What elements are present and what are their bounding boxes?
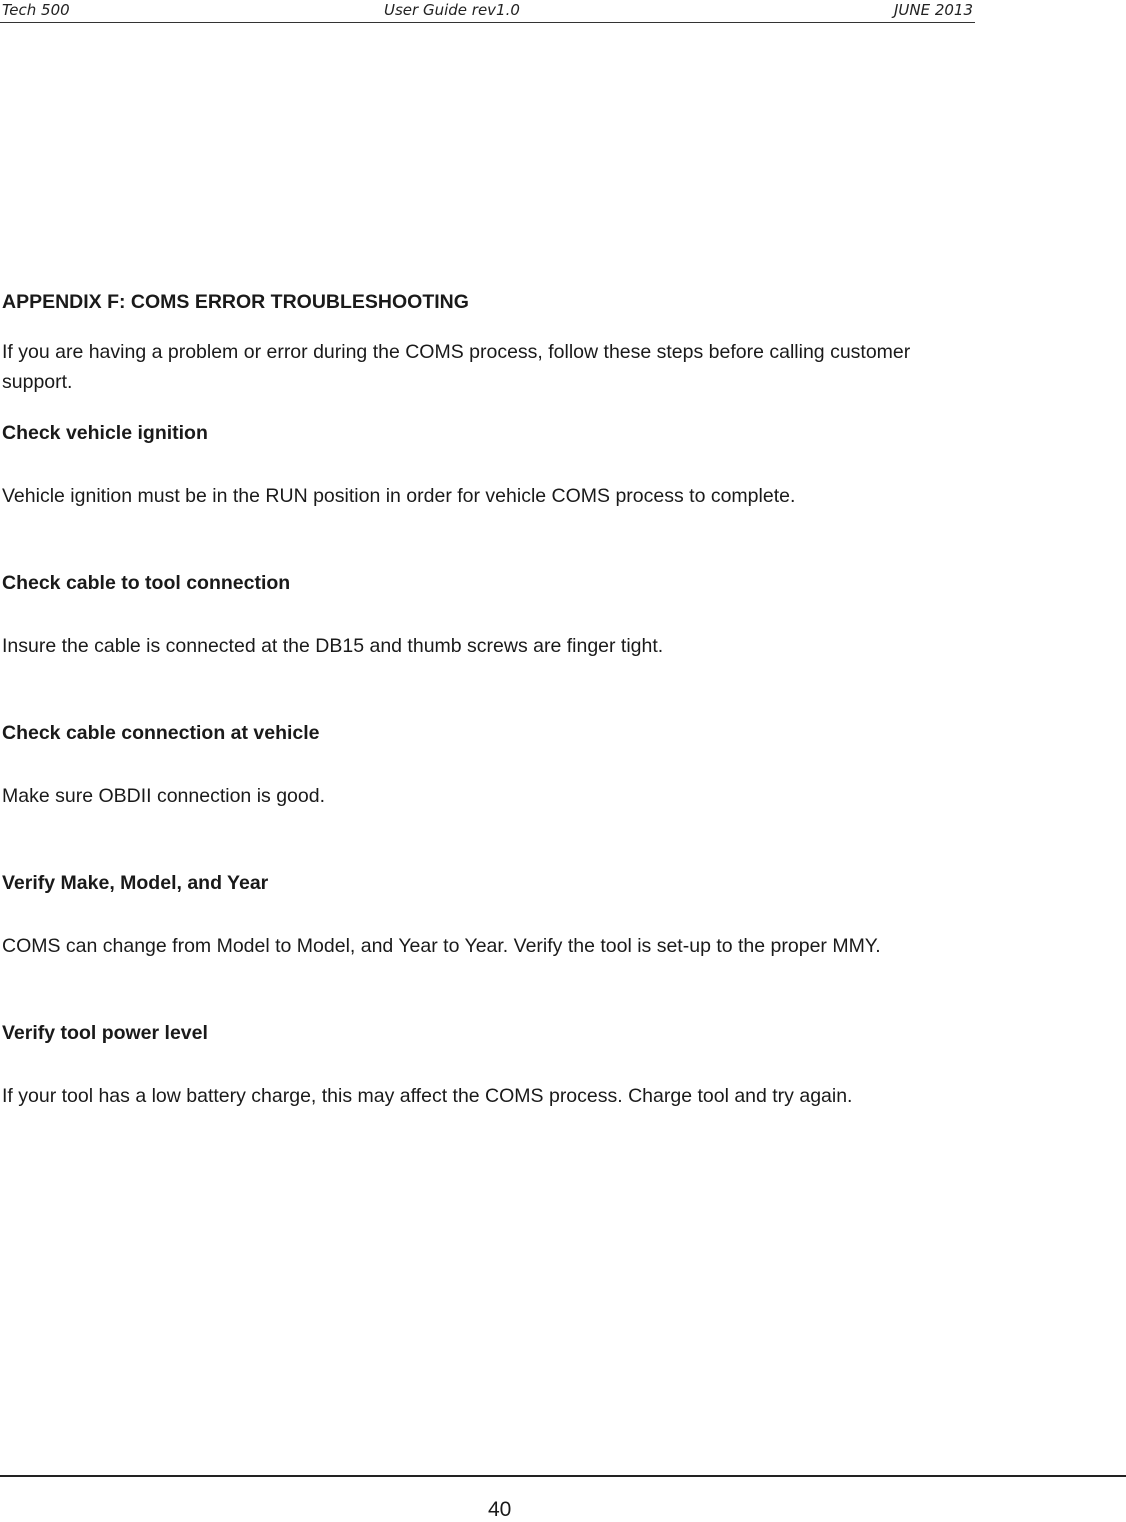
header-document-title: User Guide rev1.0	[384, 1, 520, 19]
section-body: If your tool has a low battery charge, this may affect the COMS process. Charge tool and try again.	[2, 1085, 853, 1107]
page-content	[2, 287, 962, 1111]
section-body: Insure the cable is connected at the DB15 and thumb screws are finger tight.	[2, 635, 664, 657]
section-verify-tool-power	[2, 1018, 962, 1111]
header-date: JUNE 2013	[893, 1, 973, 19]
section-body: Make sure OBDII connection is good.	[2, 785, 325, 807]
footer-divider	[0, 1475, 1126, 1477]
section-body: COMS can change from Model to Model, and Year to Year. Verify the tool is set-up to the proper MMY.	[2, 935, 881, 957]
intro-paragraph: If you are having a problem or error during the COMS process, follow these steps before calling customer support.	[2, 341, 911, 393]
page-title: APPENDIX F: COMS ERROR TROUBLESHOOTING	[2, 291, 469, 313]
header-product-name: Tech 500	[2, 1, 70, 19]
section-heading: Verify Make, Model, and Year	[2, 872, 269, 894]
section-check-cable-at-vehicle	[2, 718, 962, 811]
section-heading: Check cable to tool connection	[2, 572, 291, 594]
section-heading: Check vehicle ignition	[2, 422, 208, 444]
section-verify-make-model-year	[2, 868, 962, 961]
section-body: Vehicle ignition must be in the RUN position in order for vehicle COMS process to complete.	[2, 485, 796, 507]
section-check-vehicle-ignition	[2, 418, 962, 511]
section-heading: Check cable connection at vehicle	[2, 722, 320, 744]
page-number: 40	[488, 1498, 512, 1521]
section-heading: Verify tool power level	[2, 1022, 208, 1044]
section-check-cable-to-tool	[2, 568, 962, 661]
page-header	[0, 0, 975, 23]
